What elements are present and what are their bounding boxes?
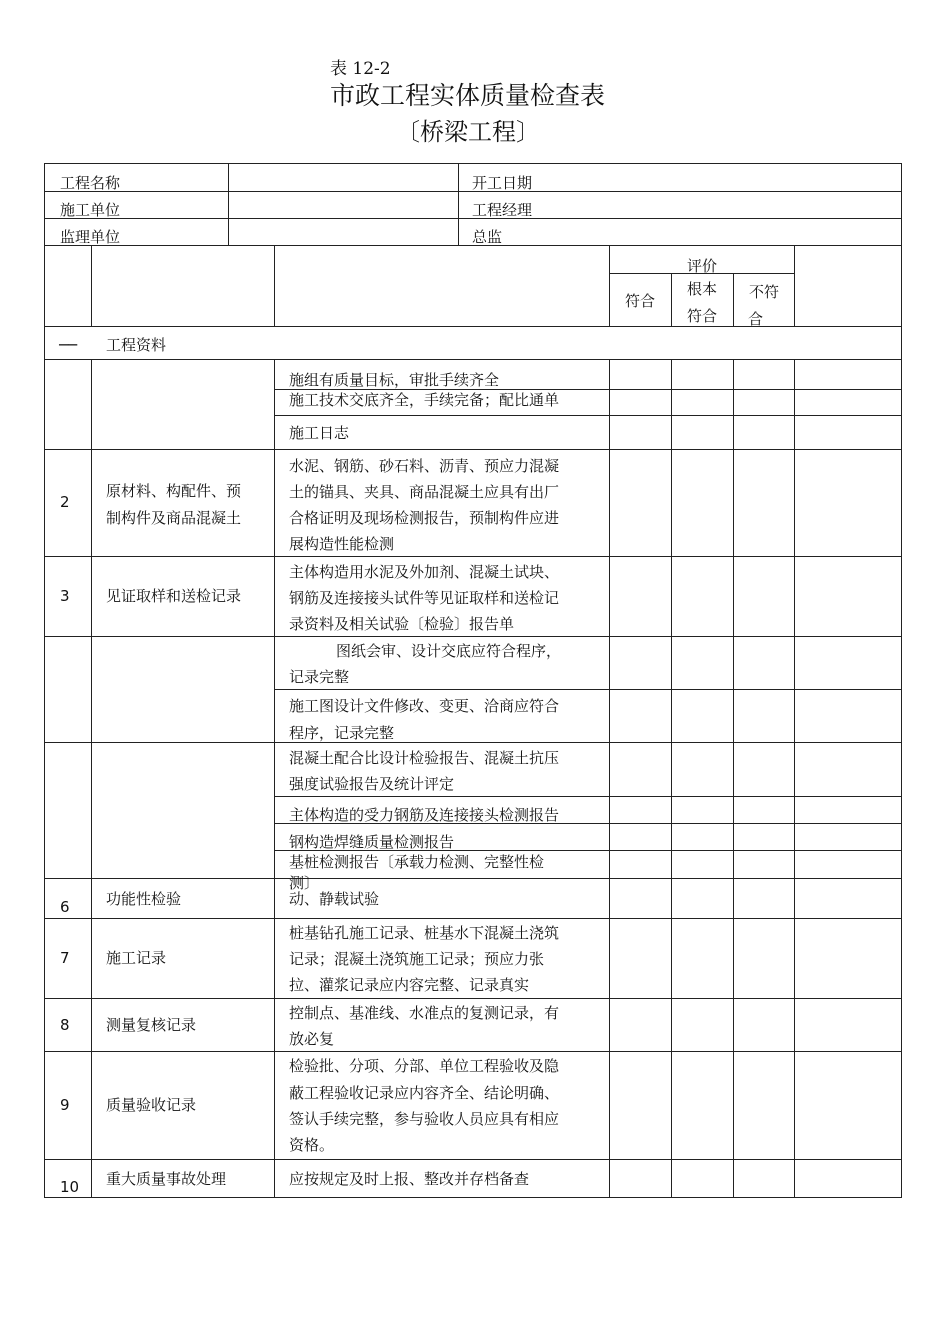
- row5-clip: [289, 870, 589, 892]
- row7-name: 施工记录: [106, 949, 167, 967]
- row5-detail-d2: 测〕: [289, 874, 320, 892]
- row4-detail-b2: 程序，记录完整: [289, 724, 395, 742]
- start-date-label: 开工日期: [472, 174, 533, 192]
- row-divider: [44, 449, 902, 450]
- row7-detail-1: 桩基钻孔施工记录、桩基水下混凝土浇筑: [289, 924, 560, 942]
- row2-detail-3: 合格证明及现场检测报告，预制构件应进: [289, 509, 560, 527]
- row-divider: [44, 1051, 902, 1052]
- row1-detail-a: 施组有质量目标，审批手续齐全: [289, 371, 500, 389]
- col-divider: [733, 359, 734, 1198]
- row5-detail-b: 主体构造的受力钢筋及连接接头检测报告: [289, 806, 560, 824]
- page-subtitle: 〔桥梁工程〕: [396, 118, 540, 146]
- col-divider: [458, 163, 459, 246]
- row6-number: 6: [60, 898, 70, 916]
- eval-nonconform-l2: 合: [748, 310, 764, 328]
- row5-detail-d1: 基桩检测报告〔承载力检测、完整性检: [289, 853, 545, 871]
- row1-detail-b: 施工技术交底齐全，手续完备；配比通单: [289, 391, 560, 409]
- row-divider: [44, 878, 902, 879]
- row-divider: [44, 918, 902, 919]
- row1-detail-c: 施工日志: [289, 424, 350, 442]
- row3-detail-1: 主体构造用水泥及外加剂、混凝土试块、: [289, 563, 560, 581]
- row3-number: 3: [60, 587, 70, 605]
- eval-nonconform-l1: 不符: [748, 283, 779, 301]
- row-divider: [44, 326, 902, 327]
- row7-detail-3: 拉、灌浆记录应内容完整、记录真实: [289, 976, 530, 994]
- row2-detail-4: 展构造性能检测: [289, 535, 395, 553]
- row6-name: 功能性检验: [106, 890, 182, 908]
- table-border-left: [44, 163, 45, 1198]
- col-divider: [91, 245, 92, 327]
- col-divider: [794, 359, 795, 1198]
- row9-detail-4: 资格。: [289, 1136, 335, 1154]
- row2-detail-1: 水泥、钢筋、砂石料、沥青、预应力混凝: [289, 457, 560, 475]
- col-divider: [91, 359, 92, 1198]
- row3-detail-3: 录资料及相关试验〔检验〕报告单: [289, 615, 515, 633]
- row2-number: 2: [60, 493, 70, 511]
- row4-detail-b1: 施工图设计文件修改、变更、洽商应符合: [289, 697, 560, 715]
- eval-conform: 符合: [624, 292, 655, 310]
- eval-basic-conform-l1: 根本: [686, 280, 717, 298]
- col-divider: [609, 359, 610, 1198]
- contractor-label: 施工单位: [60, 201, 121, 219]
- row8-detail-2: 放必复: [289, 1030, 335, 1048]
- row9-detail-2: 蔽工程验收记录应内容齐全、结论明确、: [289, 1084, 560, 1102]
- row2-name-l1: 原材料、构配件、预: [106, 482, 242, 500]
- row9-name: 质量验收记录: [106, 1096, 197, 1114]
- row5-detail-c: 钢构造焊缝质量检测报告: [289, 833, 455, 851]
- row10-name: 重大质量事故处理: [106, 1170, 227, 1188]
- row8-detail-1: 控制点、基准线、水准点的复测记录，有: [289, 1004, 560, 1022]
- table-number: 表 12-2: [330, 59, 391, 79]
- project-manager-label: 工程经理: [472, 201, 533, 219]
- col-divider: [671, 359, 672, 1198]
- row-divider: [44, 556, 902, 557]
- supervisor-unit-label: 监理单位: [60, 228, 121, 246]
- row9-detail-1: 检验批、分项、分部、单位工程验收及隐: [289, 1057, 560, 1075]
- row-divider: [44, 359, 902, 360]
- row3-name: 见证取样和送检记录: [106, 587, 242, 605]
- project-name-label: 工程名称: [60, 174, 121, 192]
- row9-detail-3: 签认手续完整，参与验收人员应具有相应: [289, 1110, 560, 1128]
- row3-detail-2: 钢筋及连接接头试件等见证取样和送检记: [289, 589, 560, 607]
- row2-name-l2: 制构件及商品混凝土: [106, 509, 242, 527]
- col-divider: [274, 359, 275, 1198]
- row5-detail-a2: 强度试验报告及统计评定: [289, 775, 455, 793]
- row5-detail-a1: 混凝土配合比设计检验报告、混凝土抗压: [289, 749, 560, 767]
- chief-supervisor-label: 总监: [472, 228, 503, 246]
- sub-row-divider: [274, 415, 902, 416]
- table-border-bottom: [44, 1197, 902, 1198]
- row2-detail-2: 土的锚具、夹具、商品混凝土应具有出厂: [289, 483, 560, 501]
- col-divider: [228, 163, 229, 246]
- row8-number: 8: [60, 1016, 70, 1034]
- section-number: ──: [59, 336, 78, 354]
- sub-row-divider: [274, 689, 902, 690]
- table-border-top: [44, 163, 902, 164]
- page-title: 市政工程实体质量检查表: [330, 81, 606, 110]
- row-divider: [44, 742, 902, 743]
- row6-detail: 动、静载试验: [289, 890, 380, 908]
- row7-detail-2: 记录；混凝土浇筑施工记录；预应力张: [289, 950, 545, 968]
- col-divider: [274, 245, 275, 327]
- row4-detail-a2: 记录完整: [289, 668, 350, 686]
- eval-heading: 评价: [686, 257, 717, 275]
- row10-number: 10: [60, 1178, 80, 1196]
- row-divider: [44, 1159, 902, 1160]
- row8-name: 测量复核记录: [106, 1016, 197, 1034]
- eval-basic-conform-l2: 符合: [686, 307, 717, 325]
- row7-number: 7: [60, 949, 70, 967]
- row9-number: 9: [60, 1096, 70, 1114]
- section-name: 工程资料: [106, 336, 167, 354]
- row4-detail-a1: 图纸会审、设计交底应符合程序，: [336, 642, 562, 660]
- table-border-right: [901, 163, 902, 1198]
- row10-detail: 应按规定及时上报、整改并存档备查: [289, 1170, 530, 1188]
